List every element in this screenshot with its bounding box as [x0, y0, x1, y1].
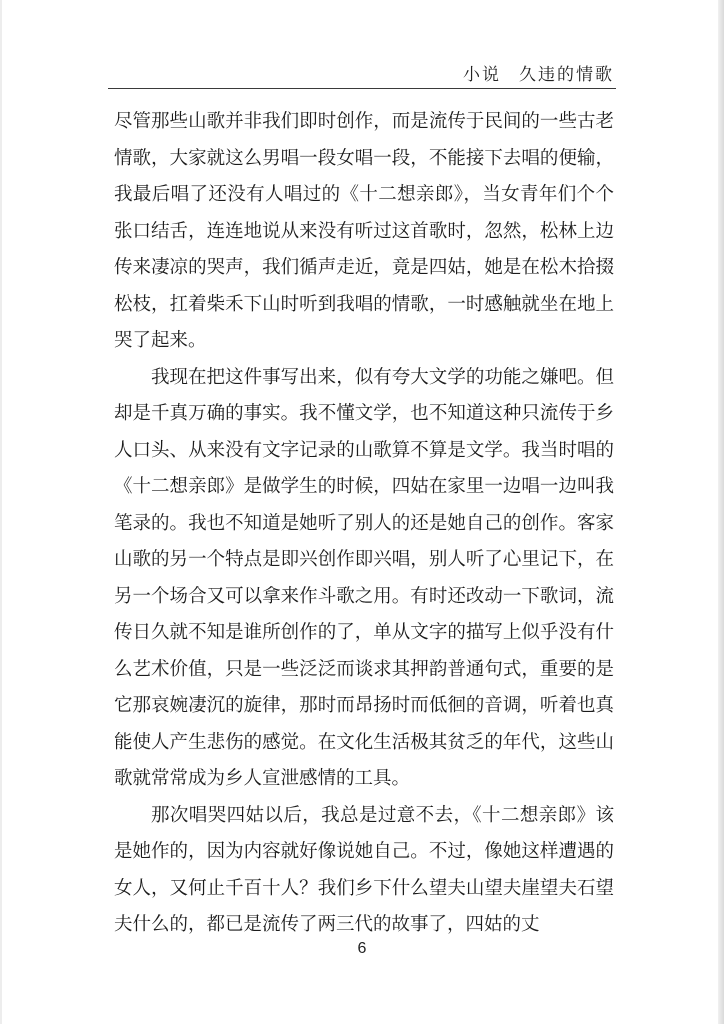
paragraph: 那次唱哭四姑以后，我总是过意不去，《十二想亲郎》该是她作的，因为内容就好像说她自己。不过，像她这样遭遇的女人，又何止千百十人？我们乡下什么望夫山望夫崖望夫石望夫什么的，都已是流传了两三代的故事了，四姑的丈 [114, 804, 614, 935]
page-number: 6 [357, 940, 367, 957]
header-title: 久违的情歌 [519, 65, 614, 85]
page-edge-left [0, 0, 2, 1024]
running-header [463, 60, 614, 85]
page-edge-right [718, 0, 724, 1024]
paragraph: 我现在把这件事写出来，似有夸大文学的功能之嫌吧。但却是千真万确的事实。我不懂文学，也不知道这种只流传于乡人口头、从来没有文字记录的山歌算不算是文学。我当时唱的《十二想亲郎》是做学生的时候，四姑在家里一边唱一边叫我笔录的。我也不知道是她听了别人的还是她自己的创作。客家山歌的另一个特点是即兴创作即兴唱，别人听了心里记下，在另一个场合又可以拿来作斗歌之用。有时还改动一下歌词，流传日久就不知是谁所创作的了，单从文字的描写上似乎没有什么艺术价值，只是一些泛泛而谈求其押韵普通句式，重要的是它那哀婉凄沉的旋律，那时而昂扬时而低徊的音调，听着也真能使人产生悲伤的感觉。在文化生活极其贫乏的年代，这些山歌就常常成为乡人宣泄感情的工具。 [114, 366, 614, 789]
body-text [114, 104, 614, 944]
header-section: 小说 [463, 65, 501, 85]
header-rule [108, 88, 616, 89]
paragraph-continued: 尽管那些山歌并非我们即时创作，而是流传于民间的一些古老情歌，大家就这么男唱一段女唱一段，不能接下去唱的便输，我最后唱了还没有人唱过的《十二想亲郎》，当女青年们个个张口结舌，连连地说从来没有听过这首歌时，忽然，松林上边传来凄凉的哭声，我们循声走近，竟是四姑，她是在松木拾掇松枝，扛着柴禾下山时听到我唱的情歌，一时感触就坐在地上哭了起来。 [114, 111, 614, 351]
